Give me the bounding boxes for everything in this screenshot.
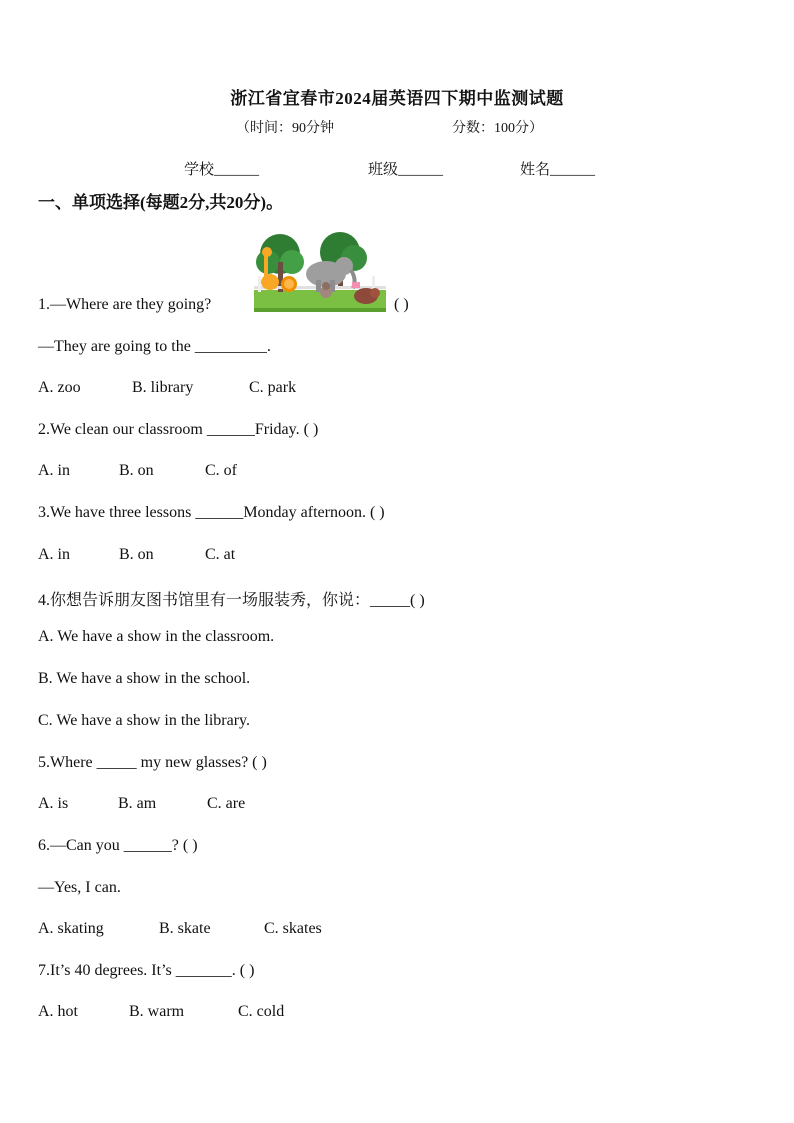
question-6-stem: 6.—Can you ______? ( ) <box>38 837 198 854</box>
option-b[interactable]: B. on <box>119 546 154 563</box>
question-1-stem: 1.—Where are they going? <box>38 296 212 313</box>
option-a[interactable]: A. skating <box>38 920 104 937</box>
name-field[interactable]: 姓名______ <box>520 162 596 178</box>
question-2-options <box>38 462 237 480</box>
question-1-answer-paren[interactable]: ( ) <box>394 296 409 313</box>
option-b[interactable]: B. skate <box>159 920 211 937</box>
option-c[interactable]: C. skates <box>264 920 322 937</box>
school-field[interactable]: 学校______ <box>184 162 260 178</box>
option-c[interactable]: C. are <box>207 795 246 812</box>
option-b[interactable]: B. am <box>118 795 157 812</box>
option-b[interactable]: B. on <box>119 462 154 479</box>
question-2-stem: 2.We clean our classroom ______Friday. ( ) <box>38 421 319 438</box>
question-4-stem: 4.你想告诉朋友图书馆里有一场服装秀，你说：_____( ) <box>38 592 425 609</box>
zoo-animals-illustration <box>254 232 386 312</box>
option-a[interactable]: A. in <box>38 546 70 563</box>
question-3-stem: 3.We have three lessons ______Monday afternoon. ( ) <box>38 504 385 521</box>
option-b[interactable]: B. library <box>132 379 194 396</box>
zoo-icon <box>254 232 386 312</box>
option-c[interactable]: C. park <box>249 379 297 396</box>
option-a[interactable]: A. zoo <box>38 379 81 396</box>
option-c[interactable]: C. of <box>205 462 237 479</box>
question-5-options <box>38 795 245 813</box>
option-c[interactable]: C. at <box>205 546 236 563</box>
question-1-options <box>38 379 296 397</box>
exam-title: 浙江省宜春市2024届英语四下期中监测试题 <box>230 89 564 108</box>
question-7-options <box>38 1003 284 1021</box>
option-b[interactable]: B. warm <box>129 1003 185 1020</box>
option-c[interactable]: C. cold <box>238 1003 285 1020</box>
question-7-stem: 7.It’s 40 degrees. It’s _______. ( ) <box>38 962 255 979</box>
class-field[interactable]: 班级______ <box>368 162 444 178</box>
question-3-options <box>38 546 235 564</box>
question-4-option-a[interactable]: A. We have a show in the classroom. <box>38 628 275 645</box>
option-a[interactable]: A. in <box>38 462 70 479</box>
question-4-option-b[interactable]: B. We have a show in the school. <box>38 670 251 687</box>
exam-score: 分数：100分） <box>452 121 543 136</box>
question-6-options <box>38 920 322 938</box>
question-4-option-c[interactable]: C. We have a show in the library. <box>38 712 250 729</box>
question-5-stem: 5.Where _____ my new glasses? ( ) <box>38 754 267 771</box>
question-1-line2: —They are going to the _________. <box>38 338 271 355</box>
section-title: 一、单项选择(每题2分,共20分)。 <box>38 193 284 212</box>
option-a[interactable]: A. hot <box>38 1003 78 1020</box>
question-6-line2: —Yes, I can. <box>38 879 121 896</box>
option-a[interactable]: A. is <box>38 795 69 812</box>
exam-time: （时间：90分钟 <box>236 121 334 136</box>
